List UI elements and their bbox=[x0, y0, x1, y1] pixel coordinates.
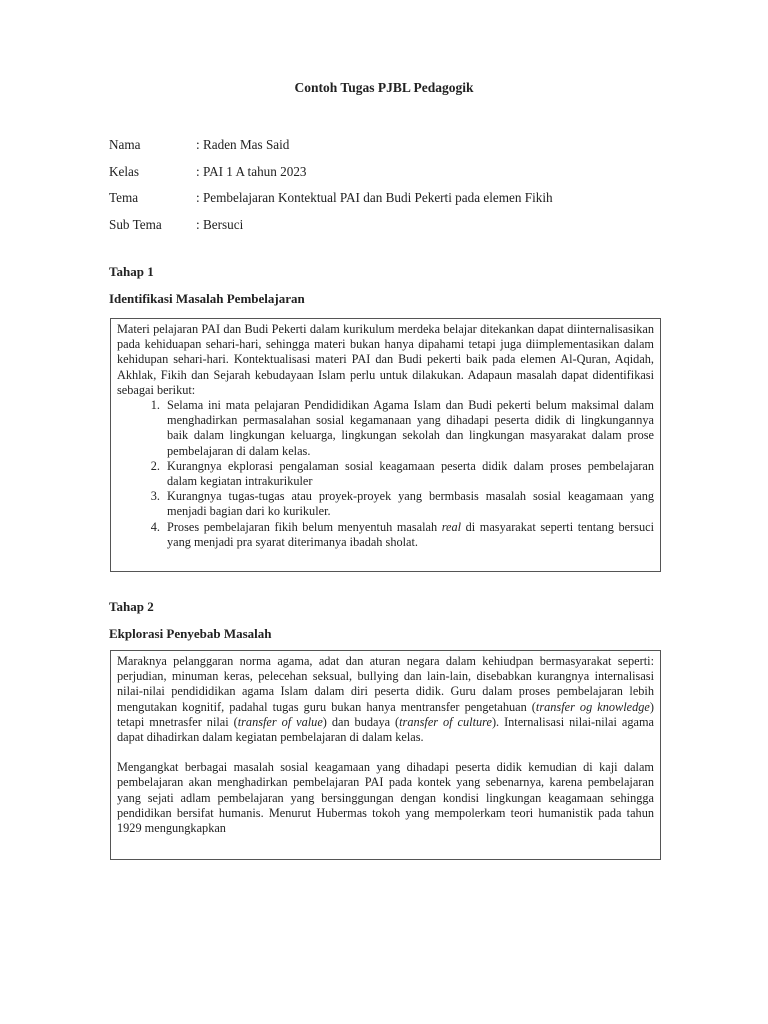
tahap2-subheading: Ekplorasi Penyebab Masalah bbox=[109, 626, 272, 641]
meta-label: Tema bbox=[109, 190, 139, 206]
cause-paragraph-2: Mengangkat berbagai masalah sosial keagamaan yang dihadapi peserta didik kemudian di kaji dalam pembelajaran akan menghadirkan pembelajaran PAI pada kontek yang sebenarnya, karena pembelajaran yang sejati adlam pembelajaran yang bersinggungan dengan kondisi lingkungan keagamaan sehingga pendidikan bersifat humanis. Menurut Hubermas tokoh yang mempolerkam teori humanistik pada tahun 1929 mengungkapkan bbox=[117, 760, 654, 836]
meta-row-sub-tema bbox=[109, 212, 553, 239]
italic-term: transfer og knowledge bbox=[535, 699, 650, 714]
problem-list bbox=[117, 398, 654, 550]
meta-row-tema bbox=[109, 185, 553, 212]
meta-label: Kelas bbox=[109, 163, 140, 179]
list-item bbox=[163, 520, 654, 550]
problem-identification-box bbox=[110, 318, 661, 572]
tahap1-subheading: Identifikasi Masalah Pembelajaran bbox=[109, 291, 305, 306]
meta-value: : Raden Mas Said bbox=[196, 137, 290, 153]
paragraph-text: ) dan budaya ( bbox=[322, 714, 400, 729]
tahap2-heading: Tahap 2 bbox=[109, 599, 154, 614]
cause-exploration-box bbox=[110, 650, 661, 860]
meta-row-kelas bbox=[109, 159, 553, 186]
problem-intro: Materi pelajaran PAI dan Budi Pekerti dalam kurikulum merdeka belajar ditekankan dapat diinternalisasikan pada kehiduapan sehari-hari, sehingga materi bukan hanya dipahami tetapi juga diimplementasikan dalam kehidupan sehari-hari. Kontektualisasi materi PAI dan Budi pekerti baik pada elemen Al-Quran, Aqidah, Akhlak, Fikih dan Sejarah kebudayaan Islam perlu untuk dilakukan. Adapaun masalah dapat didentifikasi sebagai berikut: bbox=[117, 322, 654, 397]
meta-value: : PAI 1 A tahun 2023 bbox=[196, 163, 307, 179]
meta-label: Nama bbox=[109, 137, 141, 153]
list-item: 3. Kurangnya tugas-tugas atau proyek-proyek yang bermbasis masalah sosial keagamaan yang menjadi bagian dari ko kurikuler. bbox=[163, 489, 654, 519]
italic-term: transfer of value bbox=[237, 714, 323, 729]
cause-paragraph-1 bbox=[117, 654, 654, 745]
paragraph-text: ) tetapi mnetrasfer nilai ( bbox=[117, 699, 654, 729]
meta-value: : Bersuci bbox=[196, 216, 244, 232]
paragraph-text: ). Internalisasi nilai-nilai agama dapat dihadirkan dalam kegiatan pembelajaran di dalam kelas. bbox=[117, 714, 654, 745]
item-text: Proses pembelajaran fikih belum menyentuh masalah bbox=[167, 519, 442, 534]
list-item: 1. Selama ini mata pelajaran Pendididikan Agama Islam dan Budi pekerti belum maksimal dalam menghadirkan permasalahan sosial kegamanaan yang dihadapi peserta didik di lingkungannya baik dalam lingkungan keluarga, lingkungan sekolah dan lingkungan masyarakat dalam prose pembelajaran di dalam kelas. bbox=[163, 398, 654, 459]
tahap1-heading: Tahap 1 bbox=[109, 264, 154, 279]
meta-row-nama bbox=[109, 132, 553, 159]
italic-term: transfer of culture bbox=[399, 714, 492, 729]
document-title: Contoh Tugas PJBL Pedagogik bbox=[294, 80, 474, 95]
list-item: 2. Kurangnya ekplorasi pengalaman sosial keagamaan peserta didik dalam proses pembelajaran dalam kegiatan intrakurikuler bbox=[163, 459, 654, 489]
item-italic-term: real bbox=[441, 519, 462, 534]
paragraph-gap bbox=[117, 745, 654, 760]
paragraph-text: Maraknya pelanggaran norma agama, adat dan aturan negara dalam kehiudpan bermasyarakat seperti: perjudian, minuman keras, pelecehan seksual, bullying dan lain-lain, disebabkan kurangnya internalisasi nilai-nilai pendididikan agama Islam dalam diri peserta didik. Guru dalam proses pembelajaran lebih mengutakan kognitif, padahal tugas guru bukan hanya mentransfer pengetahuan ( bbox=[117, 654, 654, 714]
identity-table bbox=[109, 132, 553, 238]
meta-label: Sub Tema bbox=[109, 216, 162, 232]
meta-value: : Pembelajaran Kontektual PAI dan Budi Pekerti pada elemen Fikih bbox=[196, 190, 553, 206]
item-text: di masyarakat seperti tentang bersuci yang menjadi pra syarat diterimanya ibadah sholat. bbox=[167, 519, 654, 549]
